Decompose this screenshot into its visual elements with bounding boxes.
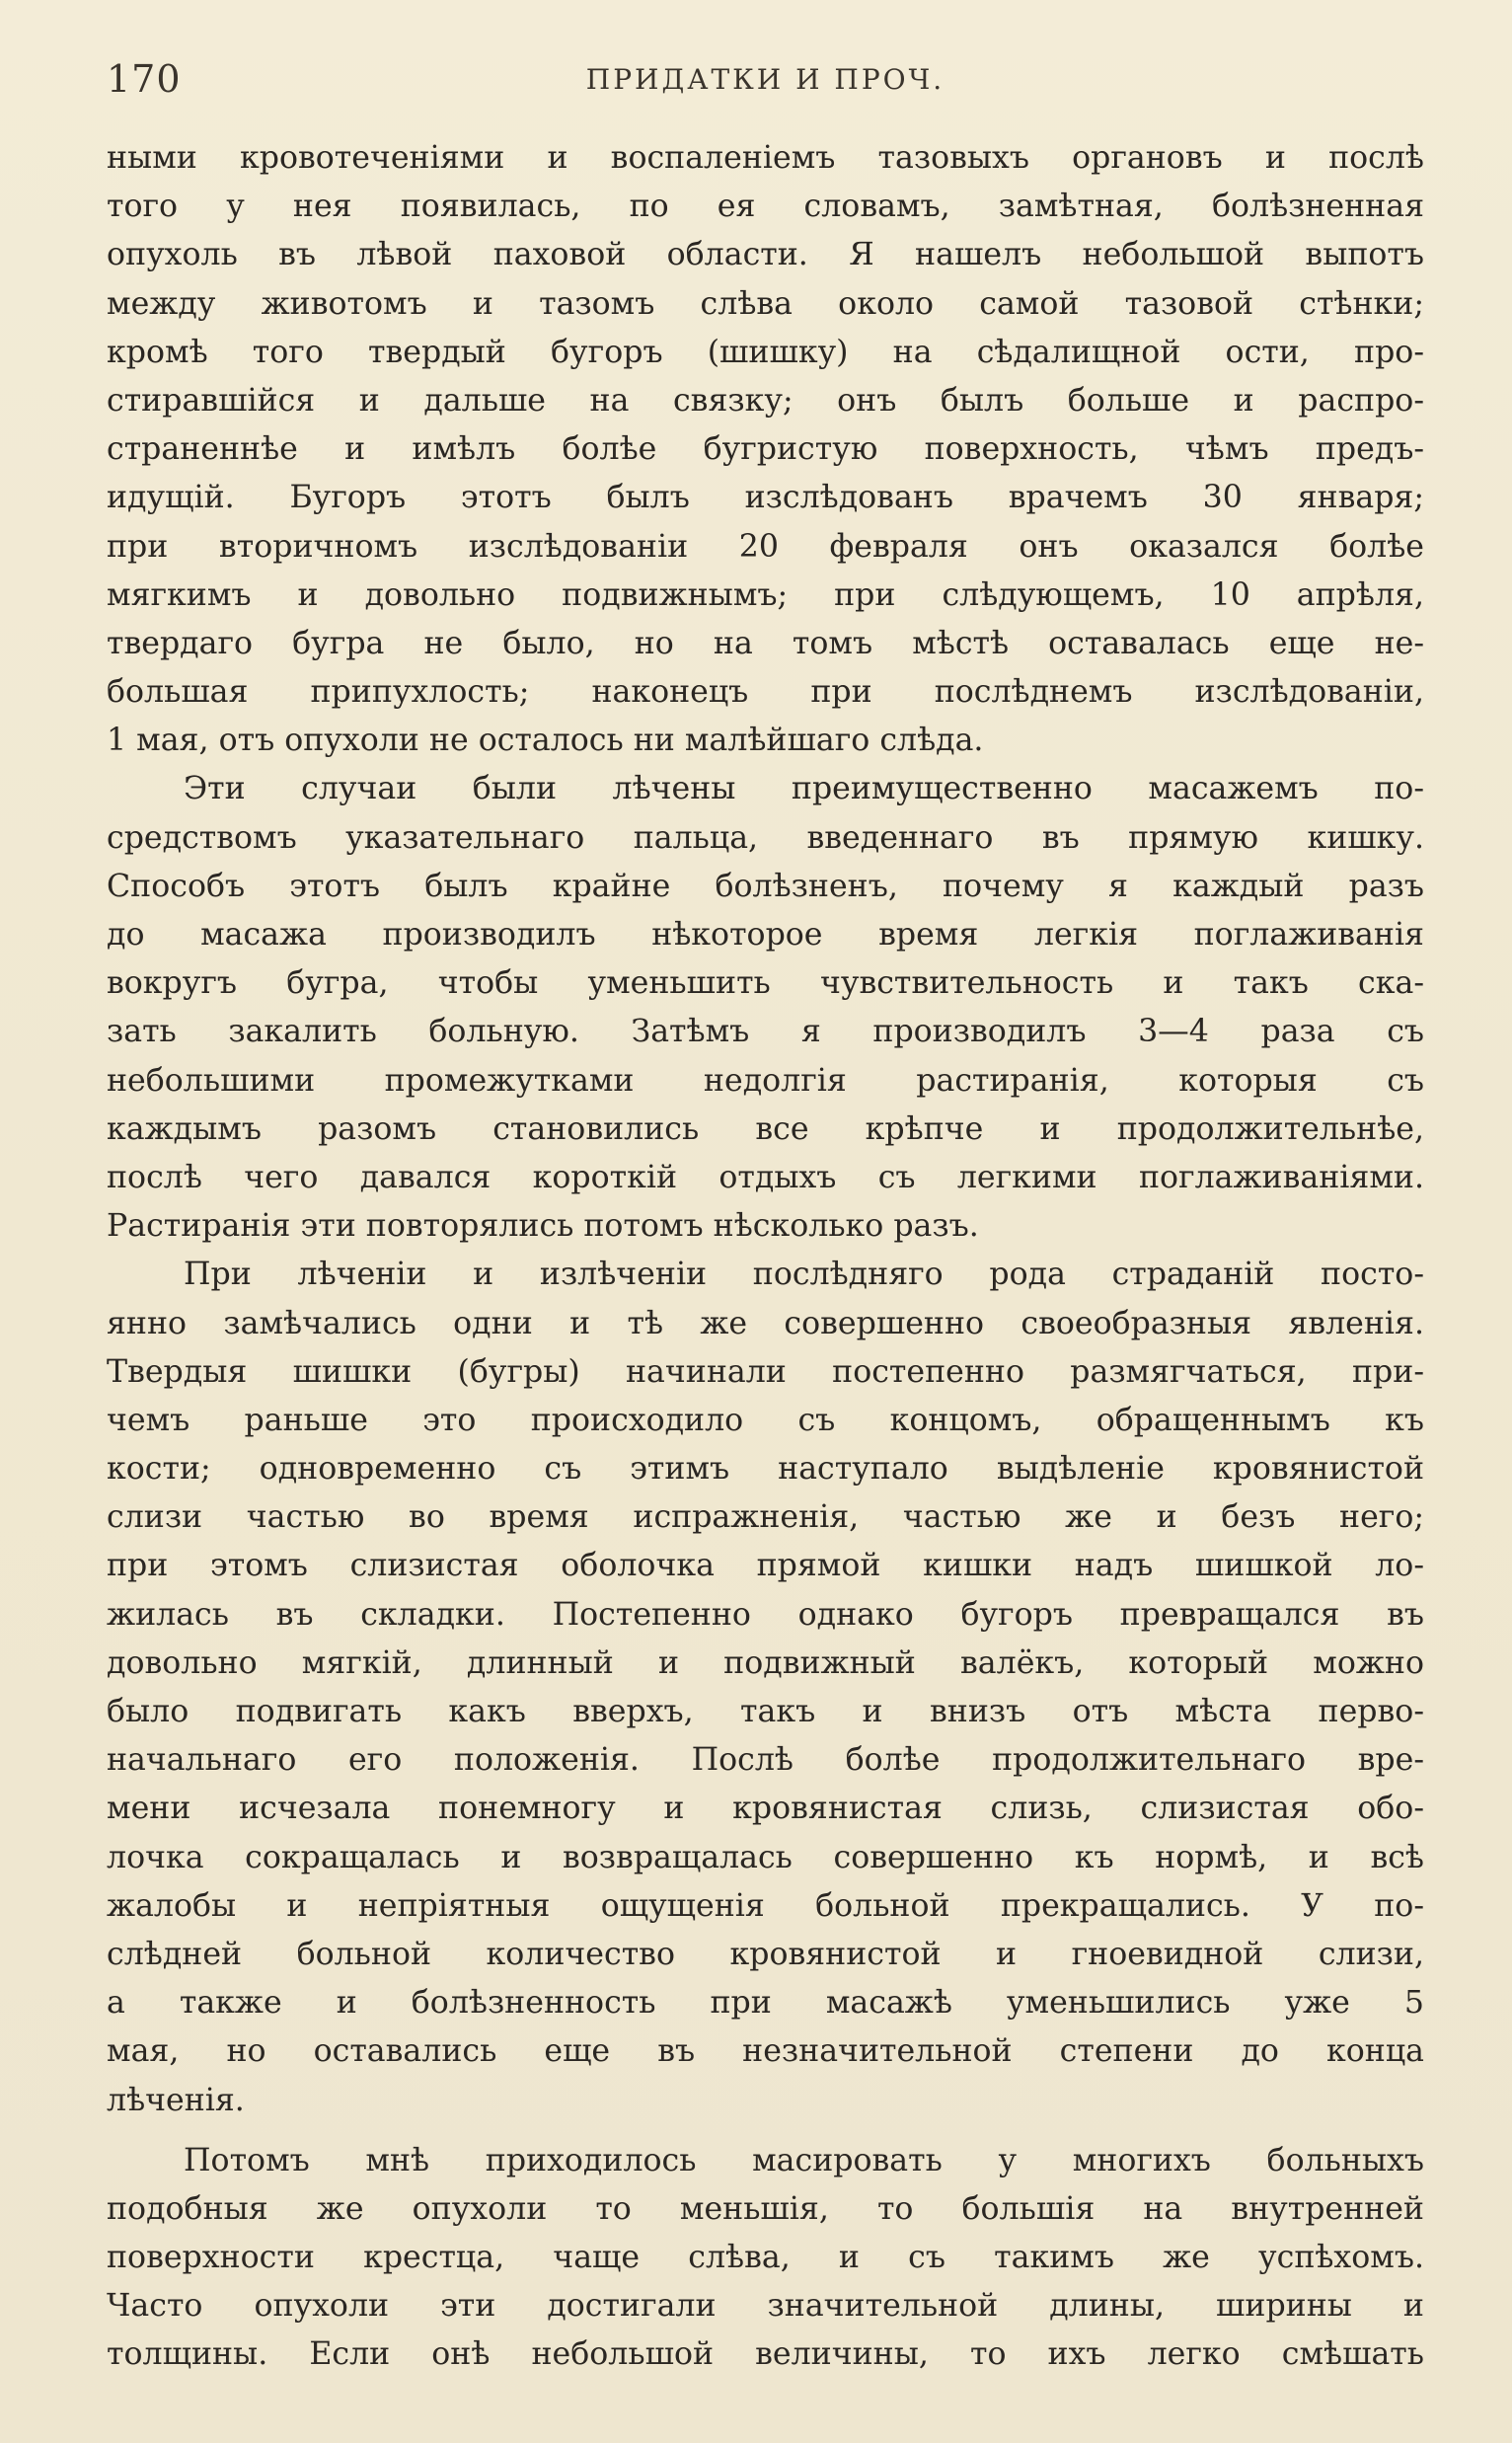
text-line: а также и болѣзненность при масажѣ уменьшились уже 5 bbox=[107, 1985, 1424, 2022]
text-line: было подвигать какъ вверхъ, такъ и внизъ отъ мѣста перво- bbox=[107, 1694, 1424, 1729]
text-line: при вторичномъ изслѣдованіи 20 февраля онъ оказался болѣе bbox=[107, 528, 1424, 565]
page-number: 170 bbox=[107, 57, 182, 101]
text-line: Растиранія эти повторялись потомъ нѣсколько разъ. bbox=[107, 1208, 979, 1245]
text-line: жилась въ складки. Постепенно однако бугоръ превращался въ bbox=[107, 1596, 1424, 1633]
text-line: каждымъ разомъ становились все крѣпче и продолжительнѣе, bbox=[107, 1110, 1424, 1147]
text-line: Способъ этотъ былъ крайне болѣзненъ, почему я каждый разъ bbox=[107, 868, 1424, 904]
text-line: лѣченія. bbox=[107, 2082, 245, 2118]
body-text bbox=[107, 134, 1424, 2380]
text-line: довольно мягкій, длинный и подвижный валёкъ, который можно bbox=[107, 1644, 1424, 1681]
text-line: стиравшійся и дальше на связку; онъ былъ больше и распро- bbox=[107, 382, 1424, 419]
text-line: послѣ чего давался короткій отдыхъ съ легкими поглаживаніями. bbox=[107, 1159, 1424, 1195]
paragraph bbox=[107, 134, 1424, 765]
text-line: мени исчезала понемногу и кровянистая слизь, слизистая обо- bbox=[107, 1791, 1424, 1827]
text-line: Эти случаи были лѣчены преимущественно масажемъ по- bbox=[184, 771, 1424, 807]
text-line: зать закалить больную. Затѣмъ я производилъ 3—4 раза съ bbox=[107, 1014, 1424, 1050]
text-line: большая припухлость; наконецъ при послѣднемъ изслѣдованіи, bbox=[107, 674, 1424, 711]
text-line: мая, но оставались еще въ незначительной степени до конца bbox=[107, 2033, 1424, 2070]
text-line: при этомъ слизистая оболочка прямой кишки надъ шишкой ло- bbox=[107, 1548, 1424, 1584]
paragraph bbox=[107, 2137, 1424, 2380]
text-line: слѣдней больной количество кровянистой и гноевидной слизи, bbox=[107, 1936, 1424, 1972]
text-line: 1 мая, отъ опухоли не осталось ни малѣйшаго слѣда. bbox=[107, 723, 984, 759]
text-line: средствомъ указательнаго пальца, введеннаго въ прямую кишку. bbox=[107, 819, 1424, 856]
text-line: ными кровотеченіями и воспаленіемъ тазовыхъ органовъ и послѣ bbox=[107, 140, 1424, 176]
text-line: того у нея появилась, по ея словамъ, замѣтная, болѣзненная bbox=[107, 189, 1424, 225]
text-line: между животомъ и тазомъ слѣва около самой тазовой стѣнки; bbox=[107, 285, 1424, 322]
text-line: начальнаго его положенія. Послѣ болѣе продолжительнаго вре- bbox=[107, 1742, 1424, 1779]
text-line: вокругъ бугра, чтобы уменьшить чувствительность и такъ ска- bbox=[107, 965, 1424, 1002]
text-line: Потомъ мнѣ приходилось масировать у многихъ больныхъ bbox=[184, 2142, 1424, 2178]
text-line: янно замѣчались одни и тѣ же совершенно своеобразныя явленія. bbox=[107, 1305, 1424, 1341]
paragraph bbox=[107, 765, 1424, 1251]
text-line: опухоль въ лѣвой паховой области. Я нашелъ небольшой выпотъ bbox=[107, 237, 1424, 273]
text-line: кости; одновременно съ этимъ наступало выдѣленіе кровянистой bbox=[107, 1451, 1424, 1488]
text-line: Часто опухоли эти достигали значительной длины, ширины и bbox=[107, 2288, 1424, 2325]
text-line: идущій. Бугоръ этотъ былъ изслѣдованъ врачемъ 30 января; bbox=[107, 480, 1424, 516]
text-line: Твердыя шишки (бугры) начинали постепенно размягчаться, при- bbox=[107, 1353, 1424, 1390]
text-line: При лѣченіи и излѣченіи послѣдняго рода страданій посто- bbox=[184, 1257, 1424, 1293]
text-line: до масажа производилъ нѣкоторое время легкія поглаживанія bbox=[107, 917, 1424, 953]
text-line: подобныя же опухоли то меньшія, то большія на внутренней bbox=[107, 2190, 1424, 2227]
text-line: кромѣ того твердый бугоръ (шишку) на сѣдалищной ости, про- bbox=[107, 334, 1424, 370]
text-line: толщины. Если онѣ небольшой величины, то ихъ легко смѣшать bbox=[107, 2336, 1424, 2373]
paragraph-gap bbox=[107, 2125, 1424, 2137]
running-head: ПРИДАТКИ И ПРОЧ. bbox=[585, 63, 945, 96]
text-line: чемъ раньше это происходило съ концомъ, обращеннымъ къ bbox=[107, 1402, 1424, 1438]
page-header bbox=[107, 57, 1424, 107]
paragraph bbox=[107, 1251, 1424, 2124]
text-line: лочка сокращалась и возвращалась совершенно къ нормѣ, и всѣ bbox=[107, 1839, 1424, 1875]
text-line: слизи частью во время испражненія, частью же и безъ него; bbox=[107, 1499, 1424, 1536]
text-line: жалобы и непріятныя ощущенія больной прекращались. У по- bbox=[107, 1887, 1424, 1924]
text-line: мягкимъ и довольно подвижнымъ; при слѣдующемъ, 10 апрѣля, bbox=[107, 576, 1424, 613]
text-line: страненнѣе и имѣлъ болѣе бугристую поверхность, чѣмъ предъ- bbox=[107, 431, 1424, 468]
text-line: небольшими промежутками недолгія растиранія, которыя съ bbox=[107, 1062, 1424, 1099]
text-line: твердаго бугра не было, но на томъ мѣстѣ оставалась еще не- bbox=[107, 625, 1424, 661]
text-line: поверхности крестца, чаще слѣва, и съ такимъ же успѣхомъ. bbox=[107, 2240, 1424, 2276]
